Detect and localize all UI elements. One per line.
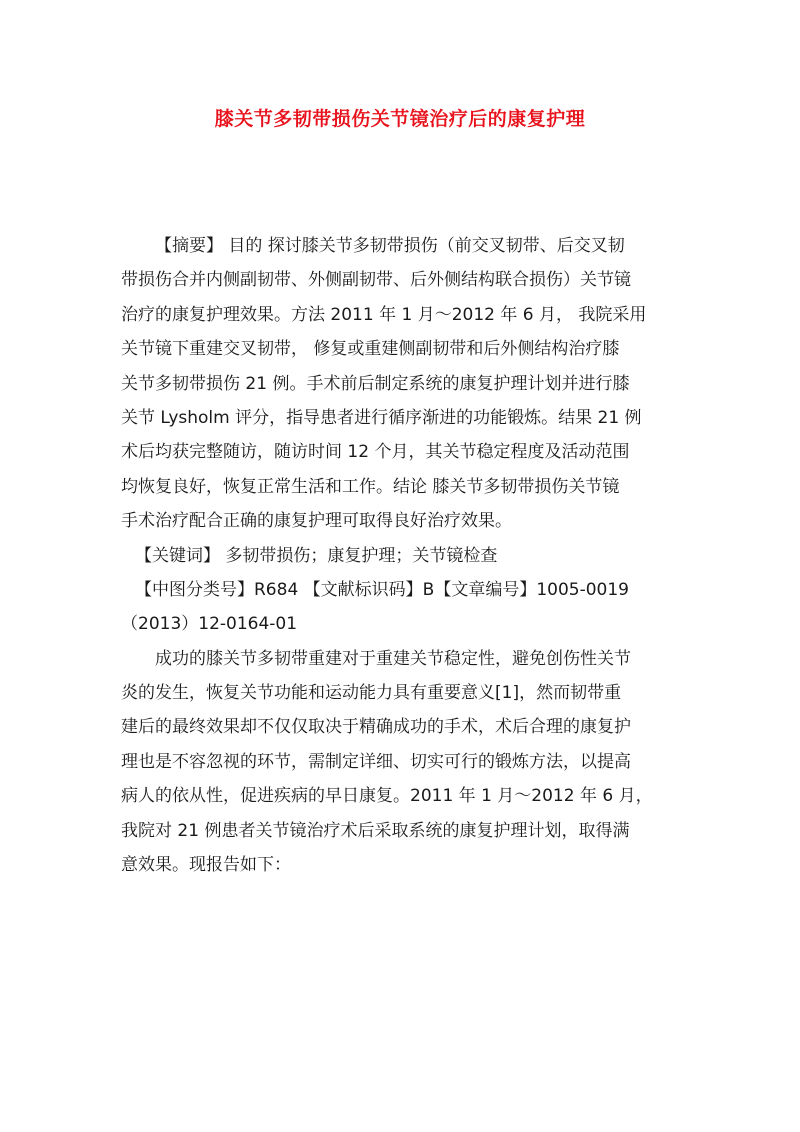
body-paragraph xyxy=(121,642,686,883)
abstract-line: 手术治疗配合正确的康复护理可取得良好治疗效果。 xyxy=(121,511,512,532)
classification-line: 【中图分类号】R684 【文献标识码】B【文章编号】1005-0019 xyxy=(135,579,629,600)
abstract-line: 治疗的康复护理效果。方法 2011 年 1 月～2012 年 6 月， 我院采用 xyxy=(121,304,647,325)
abstract-line: 关节多韧带损伤 21 例。手术前后制定系统的康复护理计划并进行膝 xyxy=(121,373,630,394)
document-body xyxy=(121,229,686,882)
keywords-line: 【关键词】 多韧带损伤；康复护理；关节镜检查 xyxy=(135,545,498,566)
body-line: 意效果。现报告如下： xyxy=(121,855,291,876)
body-line: 炎的发生，恢复关节功能和运动能力具有重要意义[1]，然而韧带重 xyxy=(121,683,622,704)
abstract-line: 【摘要】 目的 探讨膝关节多韧带损伤（前交叉韧带、后交叉韧 xyxy=(155,236,625,256)
abstract-line: 关节 Lysholm 评分，指导患者进行循序渐进的功能锻炼。结果 21 例 xyxy=(121,407,642,428)
body-line: 成功的膝关节多韧带重建对于重建关节稳定性，避免创伤性关节 xyxy=(155,648,631,669)
classification-section xyxy=(121,573,686,642)
body-line: 理也是不容忽视的环节，需制定详细、切实可行的锻炼方法，以提高 xyxy=(121,751,631,772)
abstract-line: 关节镜下重建交叉韧带， 修复或重建侧副韧带和后外侧结构治疗膝 xyxy=(121,339,620,360)
abstract-section xyxy=(121,229,686,539)
abstract-line: 带损伤合并内侧副韧带、外侧副韧带、后外侧结构联合损伤）关节镜 xyxy=(121,270,631,291)
abstract-line: 均恢复良好，恢复正常生活和工作。结论 膝关节多韧带损伤关节镜 xyxy=(121,476,620,497)
abstract-line: 术后均获完整随访，随访时间 12 个月，其关节稳定程度及活动范围 xyxy=(121,442,630,463)
body-line: 建后的最终效果却不仅仅取决于精确成功的手术，术后合理的康复护 xyxy=(121,717,631,738)
document-title: 膝关节多韧带损伤关节镜治疗后的康复护理 xyxy=(214,108,586,130)
body-line: 我院对 21 例患者关节镜治疗术后采取系统的康复护理计划，取得满 xyxy=(121,820,630,841)
body-line: 病人的依从性，促进疾病的早日康复。2011 年 1 月～2012 年 6 月， xyxy=(121,786,653,807)
classification-line: （2013）12-0164-01 xyxy=(121,614,298,635)
